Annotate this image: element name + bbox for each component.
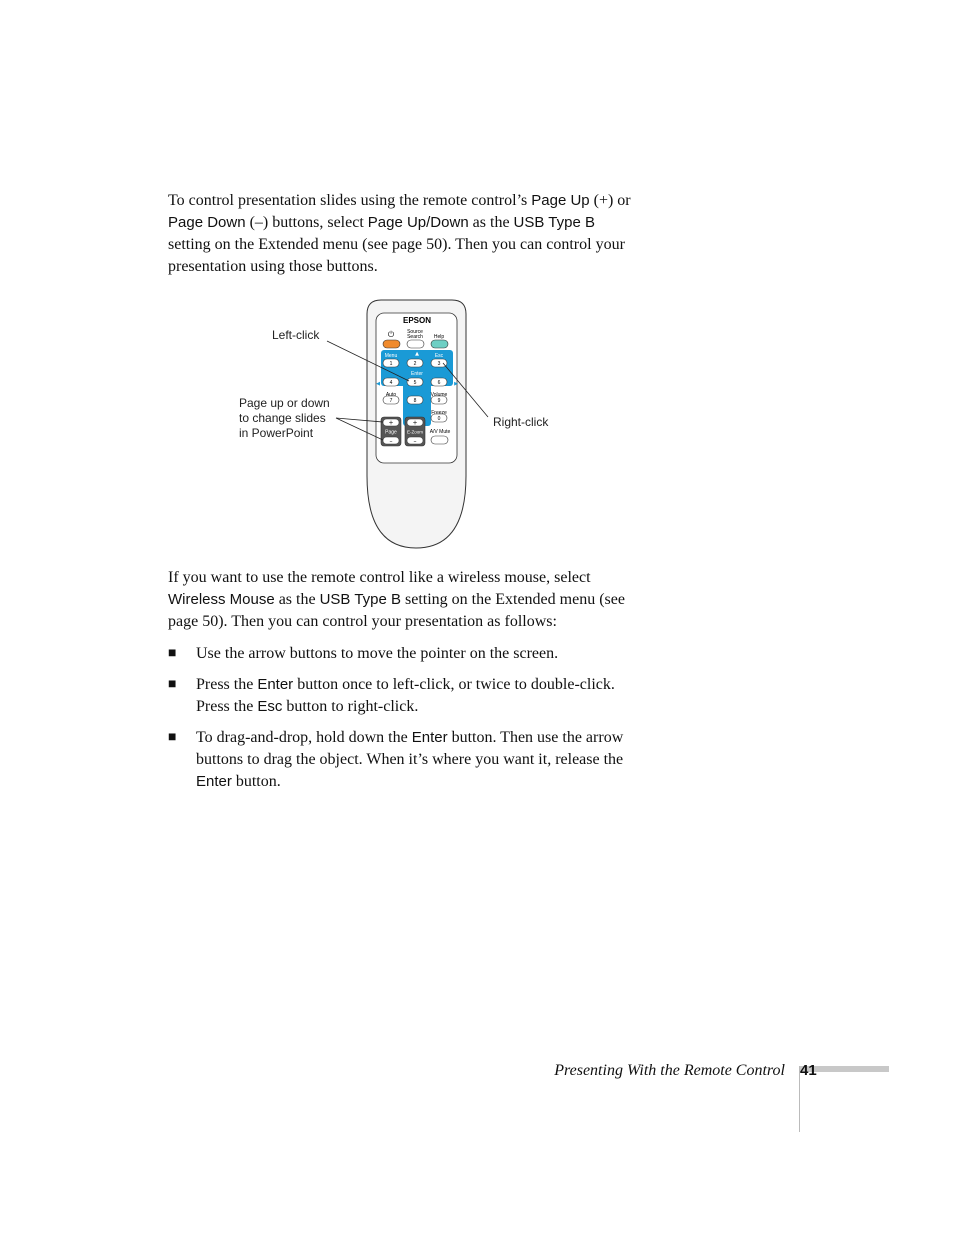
menu-label: Menu — [384, 353, 398, 359]
ui-term-usb-type-b: USB Type B — [513, 214, 595, 231]
page-label: Page — [385, 429, 397, 436]
running-footer-title: Presenting With the Remote Control — [554, 1062, 785, 1079]
wireless-mouse-paragraph: If you want to use the remote control like a wireless mouse, select Wireless Mouse as the USB Type B setting on the Extended menu (see page 50). Then you can control your presentation as follows: — [168, 569, 625, 630]
arrow-up-icon: ▲ — [415, 351, 419, 357]
source-search-button[interactable] — [407, 340, 424, 348]
svg-text:–: – — [413, 438, 417, 445]
ui-term-page-up: Page Up — [531, 192, 590, 209]
source-label: Source — [407, 329, 423, 335]
digit-label-3: 3 — [437, 361, 441, 367]
ui-term-esc: Esc — [257, 698, 283, 715]
digit-label-6: 6 — [437, 380, 441, 386]
ui-term-wireless-mouse: Wireless Mouse — [168, 591, 275, 608]
bullet-square-icon: ■ — [168, 646, 177, 661]
search-label: Search — [407, 334, 423, 340]
power-icon: ⏻ — [387, 330, 395, 339]
digit-label-9: 9 — [437, 398, 441, 404]
auto-label: Auto — [385, 392, 397, 398]
volume-label: Volume — [430, 392, 448, 398]
callout-left-click: Left-click — [272, 328, 320, 342]
enter-label: Enter — [411, 371, 423, 377]
svg-text:+: + — [412, 419, 418, 427]
ui-term-enter: Enter — [257, 676, 294, 693]
callout-page-up-down: Page up or down to change slides in PowerPoint — [239, 396, 330, 440]
av-mute-label: A/V Mute — [429, 429, 451, 435]
zoom-label: E-Zoom — [406, 429, 424, 435]
digit-label-1: 1 — [389, 361, 393, 367]
freeze-label: Freeze — [431, 410, 447, 416]
ui-term-page-up-down: Page Up/Down — [367, 214, 469, 231]
help-label: Help — [433, 334, 445, 340]
ui-term-enter: Enter — [196, 773, 232, 790]
arrow-down-icon: ▼ — [415, 409, 419, 415]
ui-term-page-down: Page Down — [168, 214, 246, 231]
intro-paragraph: To control presentation slides using the remote control’s Page Up (+) or Page Down (–) buttons, select Page Up/Down as the USB Type B setting on the Extended menu (see page 50). Then you can control your presentation using those buttons. — [168, 192, 631, 275]
digit-label-7: 7 — [389, 398, 393, 404]
arrow-right-icon: ▶ — [454, 381, 458, 387]
ui-term-enter: Enter — [411, 729, 448, 746]
callout-right-click: Right-click — [493, 415, 549, 429]
list-item: ■ Press the Enter button once to left-click, or twice to double-click. Press the Esc button to right-click. — [168, 676, 615, 715]
digit-label-0: 0 — [437, 416, 441, 422]
bullet-square-icon: ■ — [168, 677, 177, 692]
svg-text:–: – — [389, 438, 393, 445]
av-mute-button[interactable] — [431, 436, 448, 444]
list-item: ■ To drag-and-drop, hold down the Enter button. Then use the arrow buttons to drag the object. When it’s where you want it, release the Enter button. — [168, 729, 624, 790]
help-button[interactable] — [431, 340, 448, 348]
digit-label-5: 5 — [413, 380, 417, 386]
bullet-square-icon: ■ — [168, 730, 177, 745]
power-button[interactable] — [383, 340, 400, 348]
digit-label-2: 2 — [413, 361, 417, 367]
digit-label-4: 4 — [389, 380, 393, 386]
ui-term-usb-type-b: USB Type B — [319, 591, 402, 608]
svg-text:+: + — [388, 419, 394, 427]
instruction-list — [168, 643, 638, 802]
esc-label: Esc — [434, 353, 444, 359]
list-item: ■ Use the arrow buttons to move the pointer on the screen. — [168, 643, 638, 665]
remote-brand: EPSON — [402, 316, 432, 325]
remote-control-figure — [230, 296, 570, 552]
arrow-left-icon: ◀ — [376, 381, 380, 387]
page-number: 41 — [800, 1062, 817, 1079]
digit-label-8: 8 — [413, 398, 417, 404]
